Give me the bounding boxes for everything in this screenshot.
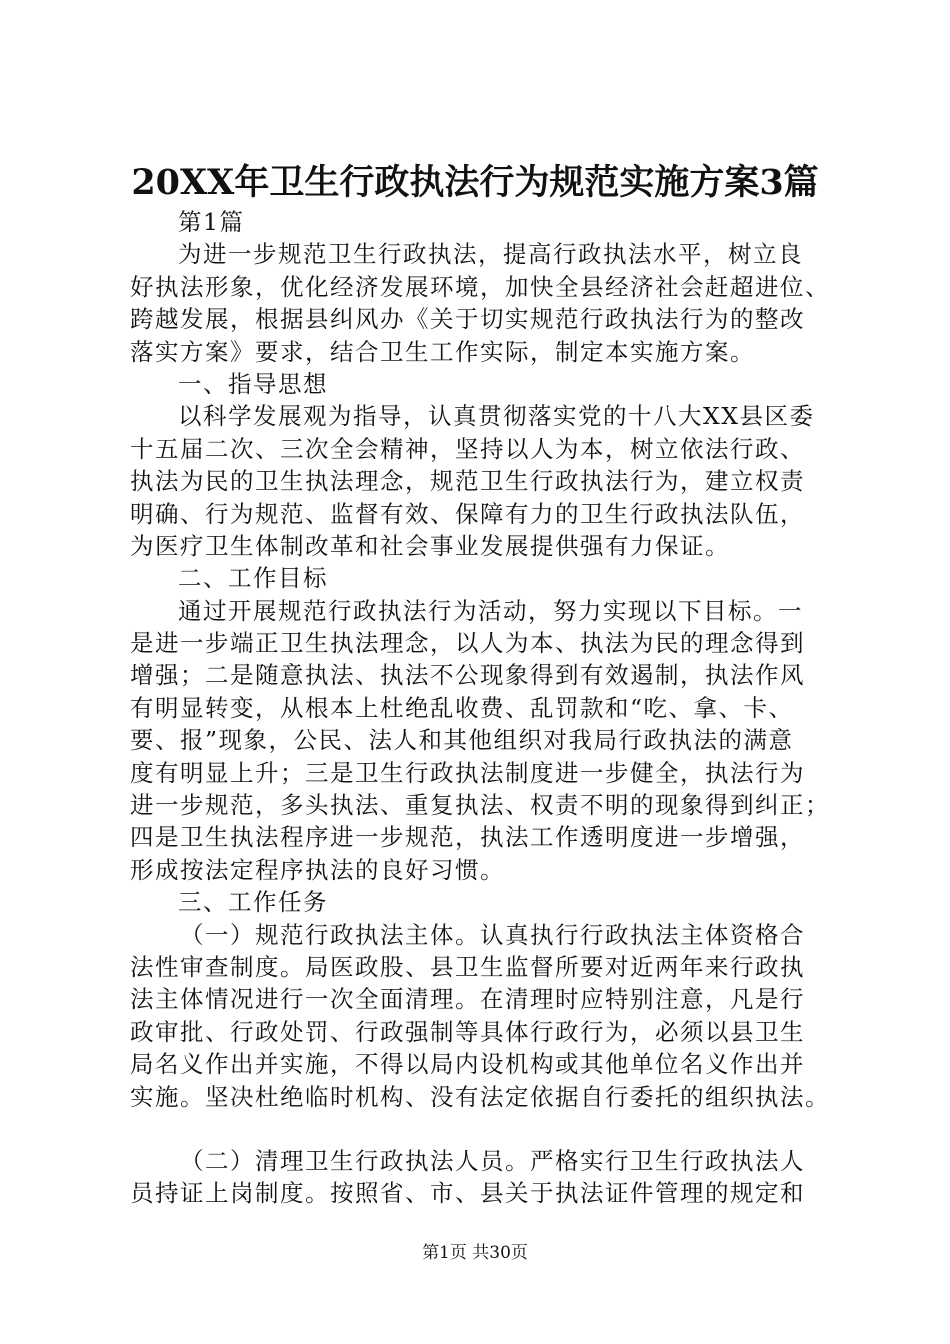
section-heading: 三、工作任务 [178, 888, 328, 917]
paragraph-line: 度有明显上升；三是卫生行政执法制度进一步健全，执法行为 [130, 758, 805, 787]
paragraph-line: 为进一步规范卫生行政执法，提高行政执法水平，树立良 [178, 240, 803, 269]
paragraph-line: 有明显转变，从根本上杜绝乱收费、乱罚款和“吃、拿、卡、 [130, 693, 794, 722]
paragraph-line: 明确、行为规范、监督有效、保障有力的卫生行政执法队伍， [130, 499, 805, 528]
paragraph-line: 实施。坚决杜绝临时机构、没有法定依据自行委托的组织执法。 [130, 1082, 830, 1111]
paragraph-line: 进一步规范，多头执法、重复执法、权责不明的现象得到纠正； [130, 791, 830, 820]
paragraph-line: 政审批、行政处罚、行政强制等具体行政行为，必须以县卫生 [130, 1017, 805, 1046]
page-footer: 第1页 共30页 [422, 1243, 528, 1263]
paragraph-line: 落实方案》要求，结合卫生工作实际，制定本实施方案。 [130, 337, 755, 366]
paragraph-line: （二）清理卫生行政执法人员。严格实行卫生行政执法人 [180, 1146, 805, 1175]
paragraph-line: 是进一步端正卫生执法理念，以人为本、执法为民的理念得到 [130, 629, 805, 658]
section-heading: 第1篇 [178, 208, 245, 236]
paragraph-line: 为医疗卫生体制改革和社会事业发展提供强有力保证。 [130, 531, 730, 560]
section-heading: 一、指导思想 [178, 369, 328, 398]
document-body [130, 206, 850, 1210]
paragraph-line: 四是卫生执法程序进一步规范，执法工作透明度进一步增强， [130, 823, 805, 852]
paragraph-line: 十五届二次、三次全会精神，坚持以人为本，树立依法行政、 [130, 434, 805, 463]
paragraph-line: 形成按法定程序执法的良好习惯。 [130, 855, 505, 884]
paragraph-line: 要、报”现象，公民、法人和其他组织对我局行政执法的满意 [130, 726, 794, 755]
paragraph-gap [130, 1113, 850, 1145]
section-heading: 二、工作目标 [178, 564, 328, 593]
paragraph-line: 增强；二是随意执法、执法不公现象得到有效遏制，执法作风 [130, 661, 805, 690]
paragraph-line: （一）规范行政执法主体。认真执行行政执法主体资格合 [180, 920, 805, 949]
paragraph-line: 通过开展规范行政执法行为活动，努力实现以下目标。一 [178, 596, 803, 625]
paragraph-line: 跨越发展，根据县纠风办《关于切实规范行政执法行为的整改 [130, 305, 805, 334]
paragraph-line: 好执法形象，优化经济发展环境，加快全县经济社会赶超进位、 [130, 272, 830, 301]
paragraph-line: 法主体情况进行一次全面清理。在清理时应特别注意，凡是行 [130, 985, 805, 1014]
paragraph-line: 以科学发展观为指导，认真贯彻落实党的十八大XX县区委 [178, 402, 815, 431]
paragraph-line: 执法为民的卫生执法理念，规范卫生行政执法行为，建立权责 [130, 467, 805, 496]
paragraph-line: 员持证上岗制度。按照省、市、县关于执法证件管理的规定和 [130, 1179, 805, 1208]
paragraph-line: 局名义作出并实施，不得以局内设机构或其他单位名义作出并 [130, 1050, 805, 1079]
paragraph-line: 法性审查制度。局医政股、县卫生监督所要对近两年来行政执 [130, 952, 805, 981]
document-title: 20XX年卫生行政执法行为规范实施方案3篇 [131, 162, 819, 203]
